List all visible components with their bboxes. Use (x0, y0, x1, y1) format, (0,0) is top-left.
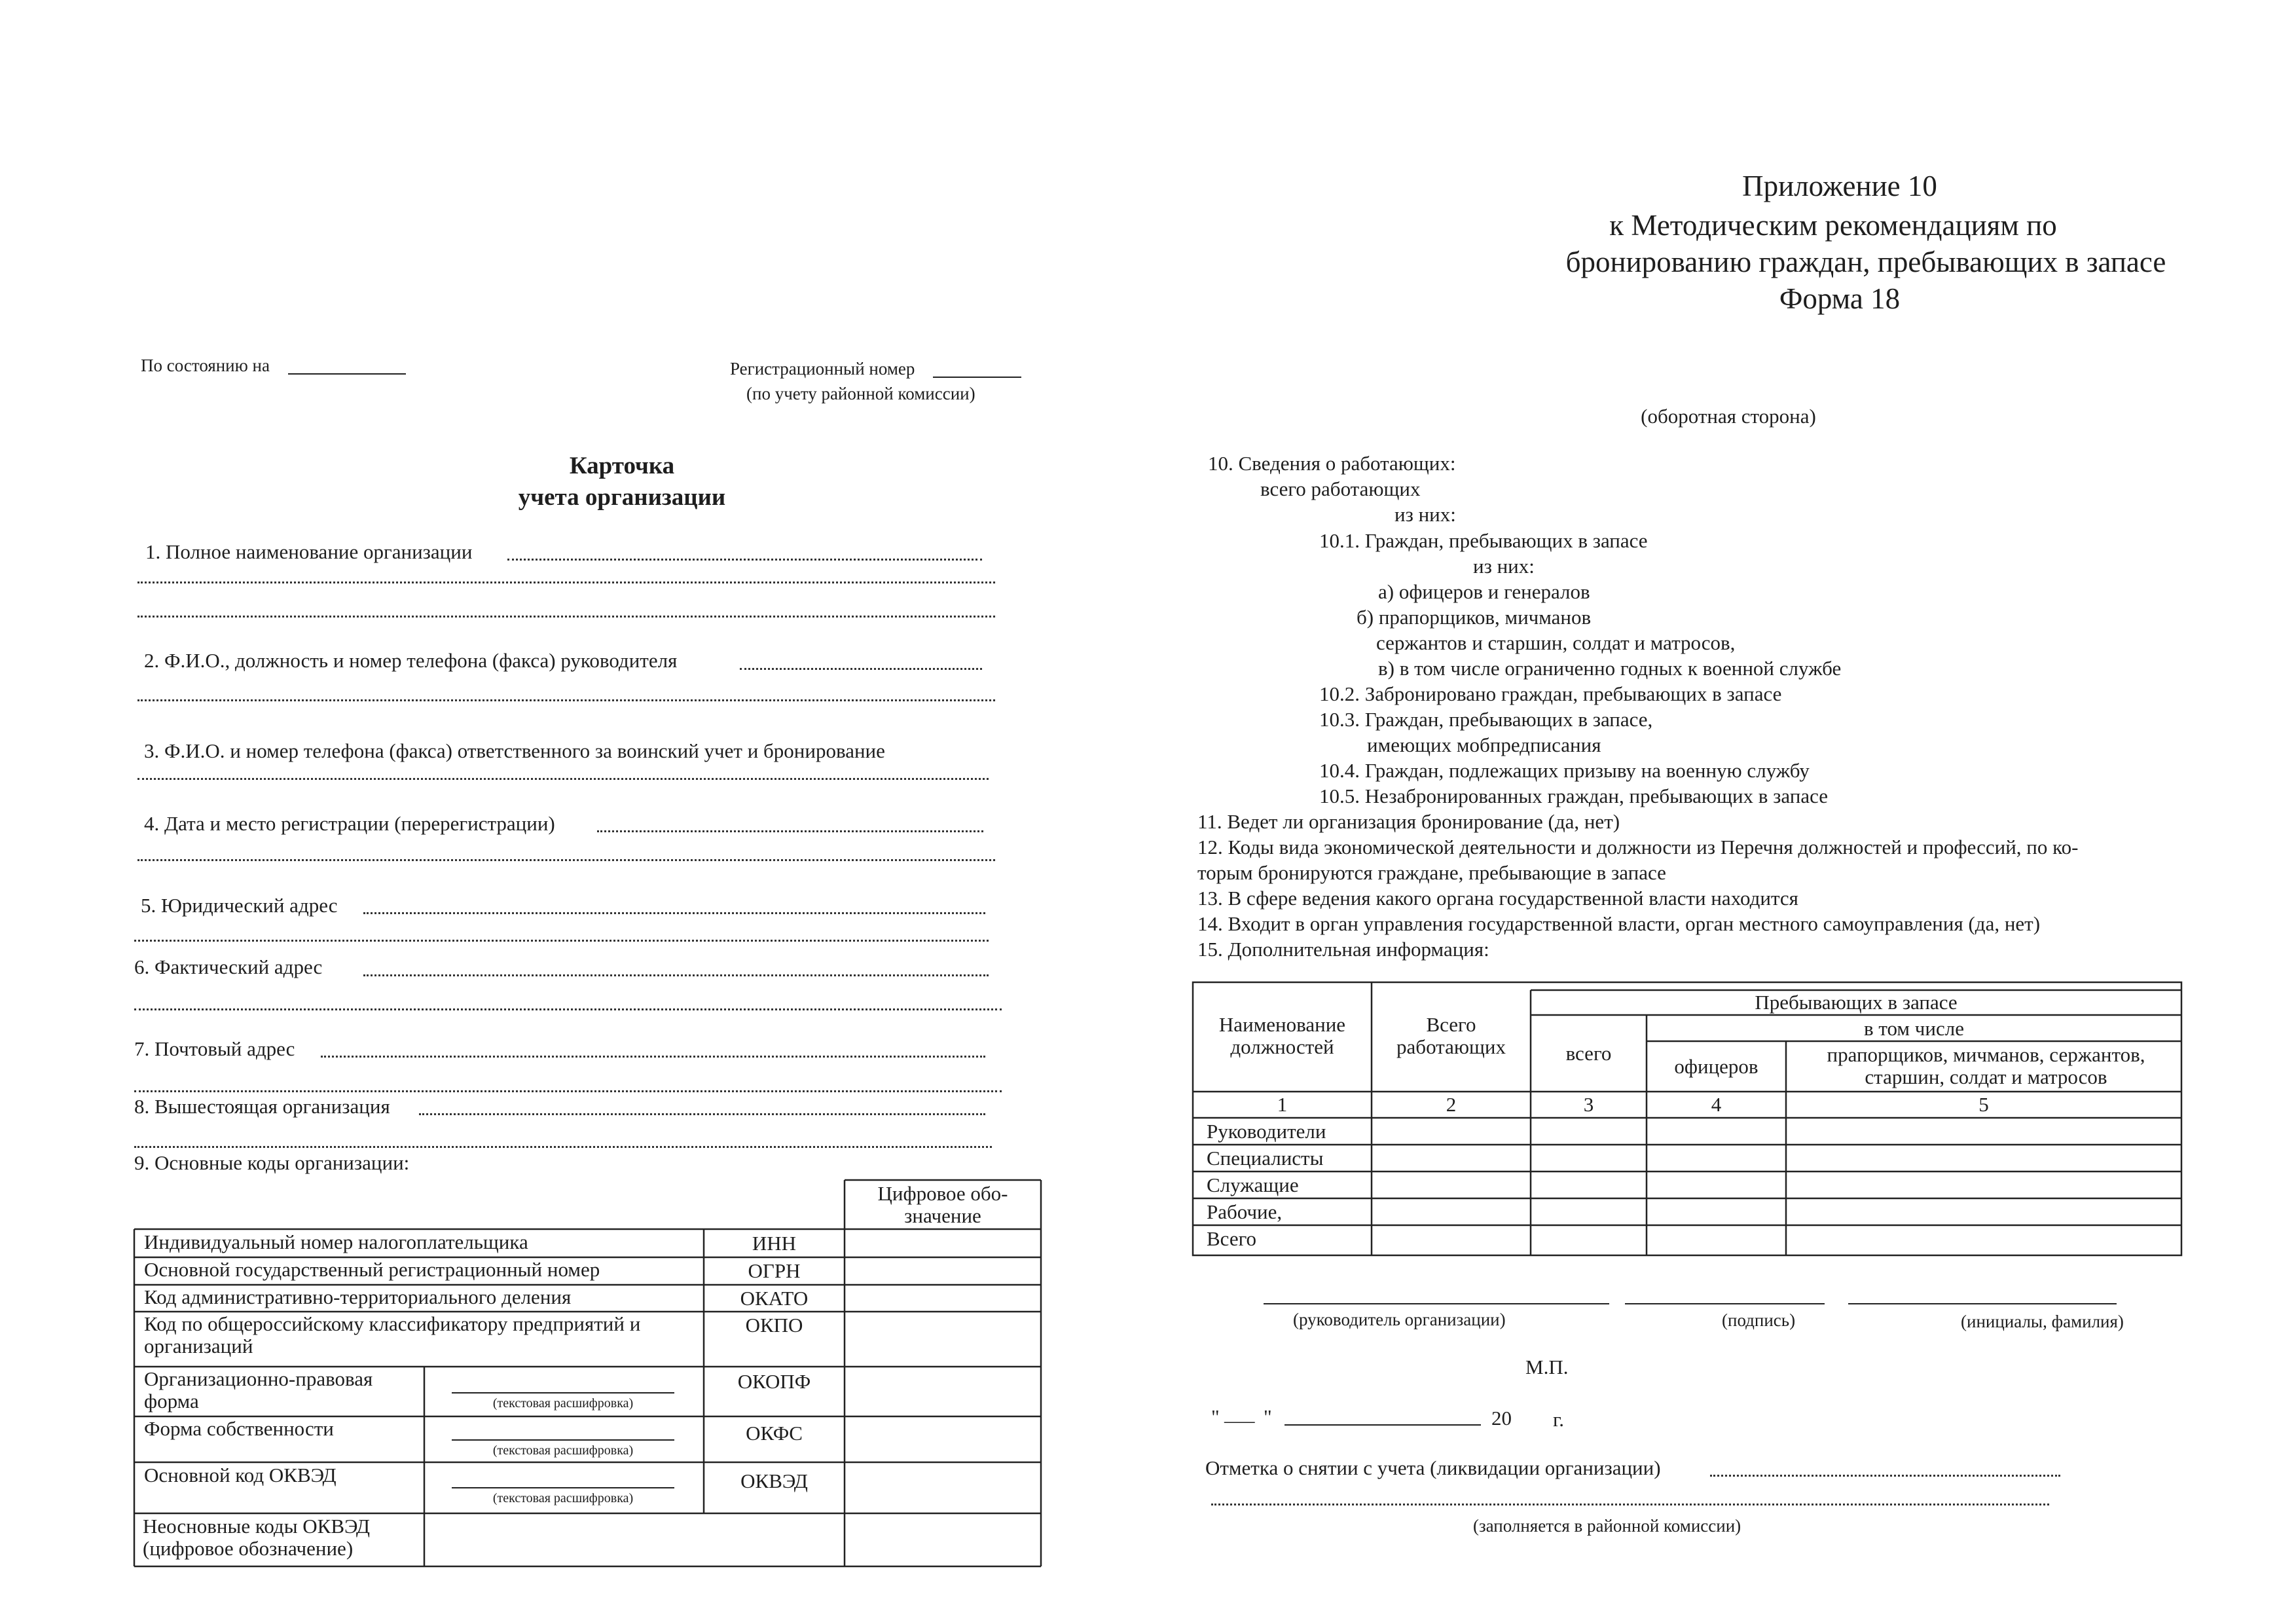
col-number-1: 1 (1277, 1093, 1288, 1116)
field-8-label: 8. Вышестоящая организация (134, 1095, 390, 1118)
date-day-field[interactable]: ___ (1224, 1402, 1255, 1425)
appendix-subtitle-2: бронированию граждан, пребывающих в запасе (1565, 246, 2166, 278)
card-subtitle: учета организации (518, 484, 726, 511)
item-10-4: 10.4. Граждан, подлежащих призыву на военную службу (1319, 759, 1810, 782)
col-reserve-all: всего (1565, 1042, 1612, 1065)
field-7-label: 7. Почтовый адрес (134, 1037, 295, 1060)
item-12-line2: торым бронируются граждане, пребывающие в запасе (1197, 861, 1666, 884)
initials-label: (инициалы, фамилия) (1961, 1312, 2124, 1331)
code-row-okfs-code: ОКФС (746, 1422, 803, 1445)
code-row-inn-code: ИНН (752, 1232, 797, 1255)
date-quote-close: " (1264, 1405, 1272, 1428)
col-total-employees: Всего работающих (1396, 1013, 1506, 1059)
reg-number-label: Регистрационный номер (730, 359, 915, 378)
code-row-okpo-code: ОКПО (745, 1314, 803, 1337)
code-row-okved-code: ОКВЭД (740, 1469, 808, 1492)
item-10-1: 10.1. Граждан, пребывающих в запасе (1319, 529, 1648, 552)
row-specialists: Специалисты (1207, 1147, 1324, 1170)
reg-number-note: (по учету районной комиссии) (746, 384, 975, 403)
item-10-3-cont: имеющих мобпредписания (1367, 733, 1601, 756)
form-number: Форма 18 (1779, 282, 1901, 315)
code-row-okved-extra-name: Неосновные коды ОКВЭД (цифровое обозначение) (143, 1515, 371, 1560)
row-workers: Рабочие, (1207, 1200, 1283, 1223)
col-number-2: 2 (1446, 1093, 1457, 1116)
item-10-1-of-them: из них: (1473, 555, 1535, 578)
item-13: 13. В сфере ведения какого органа государственной власти находится (1197, 887, 1798, 910)
code-row-okopf-note: (текстовая расшифровка) (492, 1396, 634, 1411)
item-15: 15. Дополнительная информация: (1197, 938, 1489, 961)
code-row-ogrn-name: Основной государственный регистрационный номер (144, 1258, 600, 1281)
item-12-line1: 12. Коды вида экономической деятельности и должности из Перечня должностей и профессий, по ко- (1197, 836, 2079, 858)
code-row-okpo-name: Код по общероссийскому классификатору предприятий и организаций (144, 1312, 641, 1358)
field-4-label: 4. Дата и место регистрации (перерегистрации) (144, 812, 555, 835)
signature-line[interactable] (1625, 1303, 1825, 1304)
reverse-side-label: (оборотная сторона) (1641, 405, 1816, 428)
removal-line[interactable] (1710, 1475, 2060, 1477)
field-2-label: 2. Ф.И.О., должность и номер телефона (факса) руководителя (144, 649, 678, 672)
col-including: в том числе (1864, 1017, 1964, 1040)
status-date-label: По состоянию на (141, 356, 270, 375)
item-10-1a: а) офицеров и генералов (1378, 580, 1590, 603)
initials-line[interactable] (1848, 1303, 2117, 1304)
item-14: 14. Входит в орган управления государственной власти, орган местного самоуправления (да, нет) (1197, 912, 2041, 935)
code-row-inn-name: Индивидуальный номер налогоплательщика (144, 1230, 528, 1253)
row-total: Всего (1207, 1227, 1257, 1250)
codes-header-digital: Цифровое обо-значение (877, 1182, 1008, 1228)
item-10-of-them: из них: (1394, 503, 1456, 526)
item-10-3: 10.3. Граждан, пребывающих в запасе, (1319, 708, 1653, 731)
item-10-total: всего работающих (1260, 477, 1421, 500)
code-row-okato-name: Код административно-территориального деления (144, 1285, 572, 1308)
code-row-okved-note: (текстовая расшифровка) (492, 1491, 634, 1505)
stamp-label: М.П. (1525, 1356, 1569, 1378)
row-clerks: Служащие (1207, 1173, 1299, 1196)
head-signature-line[interactable] (1264, 1303, 1609, 1304)
code-row-okopf-code: ОКОПФ (737, 1370, 811, 1393)
item-10: 10. Сведения о работающих: (1208, 452, 1456, 475)
item-10-5: 10.5. Незабронированных граждан, пребывающих в запасе (1319, 784, 1829, 807)
code-row-okfs-name: Форма собственности (144, 1417, 334, 1440)
code-row-ogrn-code: ОГРН (748, 1259, 801, 1282)
code-row-okfs-note: (текстовая расшифровка) (492, 1443, 634, 1458)
date-quote-open: " (1211, 1405, 1220, 1428)
appendix-title: Приложение 10 (1742, 170, 1937, 202)
item-10-1b: б) прапорщиков, мичманов (1357, 606, 1592, 629)
field-1-label: 1. Полное наименование организации (145, 540, 473, 563)
card-title: Карточка (569, 452, 675, 479)
row-managers: Руководители (1207, 1120, 1326, 1143)
code-row-okopf-name: Организационно-правовая форма (144, 1367, 373, 1413)
signature-label: (подпись) (1722, 1310, 1796, 1330)
removal-line-2[interactable] (1211, 1504, 2049, 1505)
col-number-3: 3 (1583, 1093, 1594, 1116)
head-signature-label: (руководитель организации) (1293, 1310, 1506, 1329)
removal-label: Отметка о снятии с учета (ликвидации организации) (1205, 1456, 1661, 1479)
field-6-label: 6. Фактический адрес (134, 955, 323, 978)
date-year-suffix: г. (1553, 1408, 1564, 1431)
field-9-label: 9. Основные коды организации: (134, 1151, 410, 1174)
field-5-label: 5. Юридический адрес (141, 894, 338, 917)
code-row-okved-name: Основной код ОКВЭД (144, 1464, 337, 1486)
item-10-1c: в) в том числе ограниченно годных к военной службе (1378, 657, 1842, 680)
col-officers: офицеров (1674, 1055, 1758, 1078)
code-row-okato-code: ОКАТО (740, 1287, 809, 1310)
appendix-subtitle-1: к Методическим рекомендациям по (1609, 209, 2057, 242)
date-year-prefix: 20 (1491, 1407, 1512, 1430)
removal-note: (заполняется в районной комиссии) (1473, 1516, 1741, 1536)
col-position-name: Наименование должностей (1218, 1013, 1346, 1059)
col-number-5: 5 (1978, 1093, 1989, 1116)
col-reserve: Пребывающих в запасе (1755, 991, 1958, 1014)
col-ensigns: прапорщиков, мичманов, сержантов, старшин, солдат и матросов (1827, 1043, 2145, 1089)
col-number-4: 4 (1711, 1093, 1722, 1116)
field-3-label: 3. Ф.И.О. и номер телефона (факса) ответственного за воинский учет и бронирование (144, 739, 885, 762)
date-month-field[interactable] (1285, 1424, 1481, 1426)
item-11: 11. Ведет ли организация бронирование (да, нет) (1197, 810, 1620, 833)
item-10-1b-cont: сержантов и старшин, солдат и матросов, (1376, 631, 1736, 654)
item-10-2: 10.2. Забронировано граждан, пребывающих в запасе (1319, 682, 1782, 705)
